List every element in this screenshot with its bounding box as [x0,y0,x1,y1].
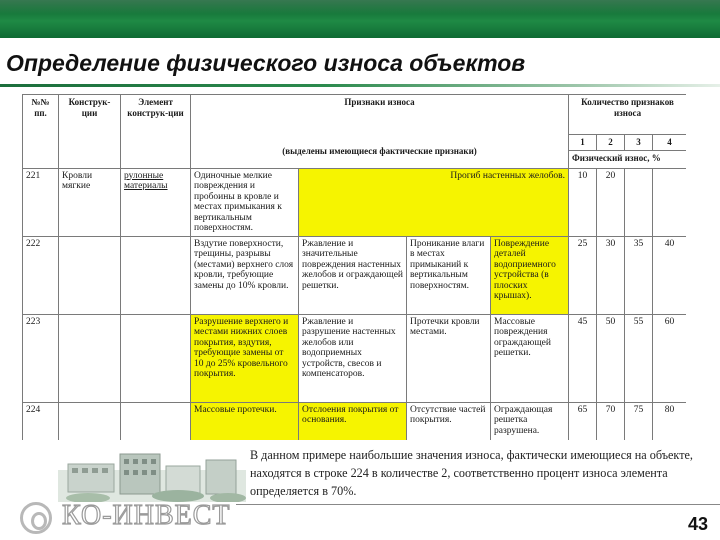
wear-value-empty [653,168,686,236]
sign-cell: Ограждающая решетка разрушена. [491,402,569,440]
top-bar [0,0,720,38]
top-bar-shine [0,0,720,14]
header-count: Количество признаков износа [569,95,686,135]
wear-value: 70 [597,402,625,440]
row-num: 224 [23,402,59,440]
sign-cell-highlighted: Прогиб настенных желобов. [299,168,569,236]
row-num: 221 [23,168,59,236]
sign-cell-highlighted: Массовые протечки. [191,402,299,440]
wear-value: 30 [597,236,625,314]
header-count-1: 1 [569,135,597,151]
wear-table-image [22,94,686,440]
sign-cell: Протечки кровли местами. [407,314,491,402]
logo-text: КО-ИНВЕСТ [62,500,231,531]
table-row [23,314,687,402]
row-construction-empty [59,314,121,402]
wear-value: 65 [569,402,597,440]
table-row [23,402,687,440]
buildings-photo [58,446,246,502]
row-element-empty [121,236,191,314]
header-count-3: 3 [625,135,653,151]
header-count-2: 2 [597,135,625,151]
wear-value: 25 [569,236,597,314]
row-element: рулонные материалы [121,168,191,236]
wear-value-empty [625,168,653,236]
wear-value: 35 [625,236,653,314]
wear-value: 50 [597,314,625,402]
logo-emblem-icon [20,502,52,534]
table-row [23,168,687,236]
header-num: №№ пп. [23,95,59,169]
note-divider [236,504,720,505]
header-count-4: 4 [653,135,686,151]
header-signs: Признаки износа [191,95,569,135]
row-construction-empty [59,402,121,440]
wear-value: 60 [653,314,686,402]
slide-title: Определение физического износа объектов [6,50,526,76]
company-logo [20,500,250,534]
sign-cell: Ржавление и значительные повреждения настенных желобов и ограждающей решетки. [299,236,407,314]
wear-value: 40 [653,236,686,314]
page-number: 43 [687,514,708,534]
wear-value: 75 [625,402,653,440]
table-row [23,236,687,314]
wear-value: 10 [569,168,597,236]
sign-cell: Ржавление и разрушение настенных желобов или водоприемных устройств, свесов и компенсаторов. [299,314,407,402]
sign-cell-highlighted: Разрушение верхнего и местами нижних слоев покрытия, вздутия, требующие замены от 10 до 25% кровельного покрытия. [191,314,299,402]
sign-cell: Отсутствие частей покрытия. [407,402,491,440]
sign-cell: Одиночные мелкие повреждения и пробоины в кровле и местах примыкания к вертикальным поверхностям. [191,168,299,236]
sign-cell: Массовые повреждения ограждающей решетки. [491,314,569,402]
sign-cell: Проникание влаги в местах примыканий к вертикальным поверхностям. [407,236,491,314]
row-num: 223 [23,314,59,402]
header-construction: Конструк-ции [59,95,121,169]
row-element-empty [121,402,191,440]
explanation-note: В данном примере наибольшие значения износа, фактически имеющиеся на объекте, находятся в строке 224 в количестве 2, соответственно процент износа элемента определяется в 70%. [250,448,693,498]
row-construction: Кровли мягкие [59,168,121,236]
wear-table [22,94,686,440]
sign-cell-highlighted: Отслоения покрытия от основания. [299,402,407,440]
wear-value: 80 [653,402,686,440]
sign-cell: Вздутие поверхности, трещины, разрывы (местами) верхнего слоя кровли, требующие замены до 10% кровли. [191,236,299,314]
sign-cell-highlighted: Повреждение деталей водоприемного устройства (в плоских крышах). [491,236,569,314]
wear-value: 45 [569,314,597,402]
row-num: 222 [23,236,59,314]
wear-value: 55 [625,314,653,402]
row-construction-empty [59,236,121,314]
header-element: Элемент конструк-ции [121,95,191,169]
header-signs-sub: (выделены имеющиеся фактические признаки) [191,135,569,169]
wear-value: 20 [597,168,625,236]
row-element-empty [121,314,191,402]
title-rule [0,84,720,87]
header-wear: Физический износ, % [569,150,686,168]
